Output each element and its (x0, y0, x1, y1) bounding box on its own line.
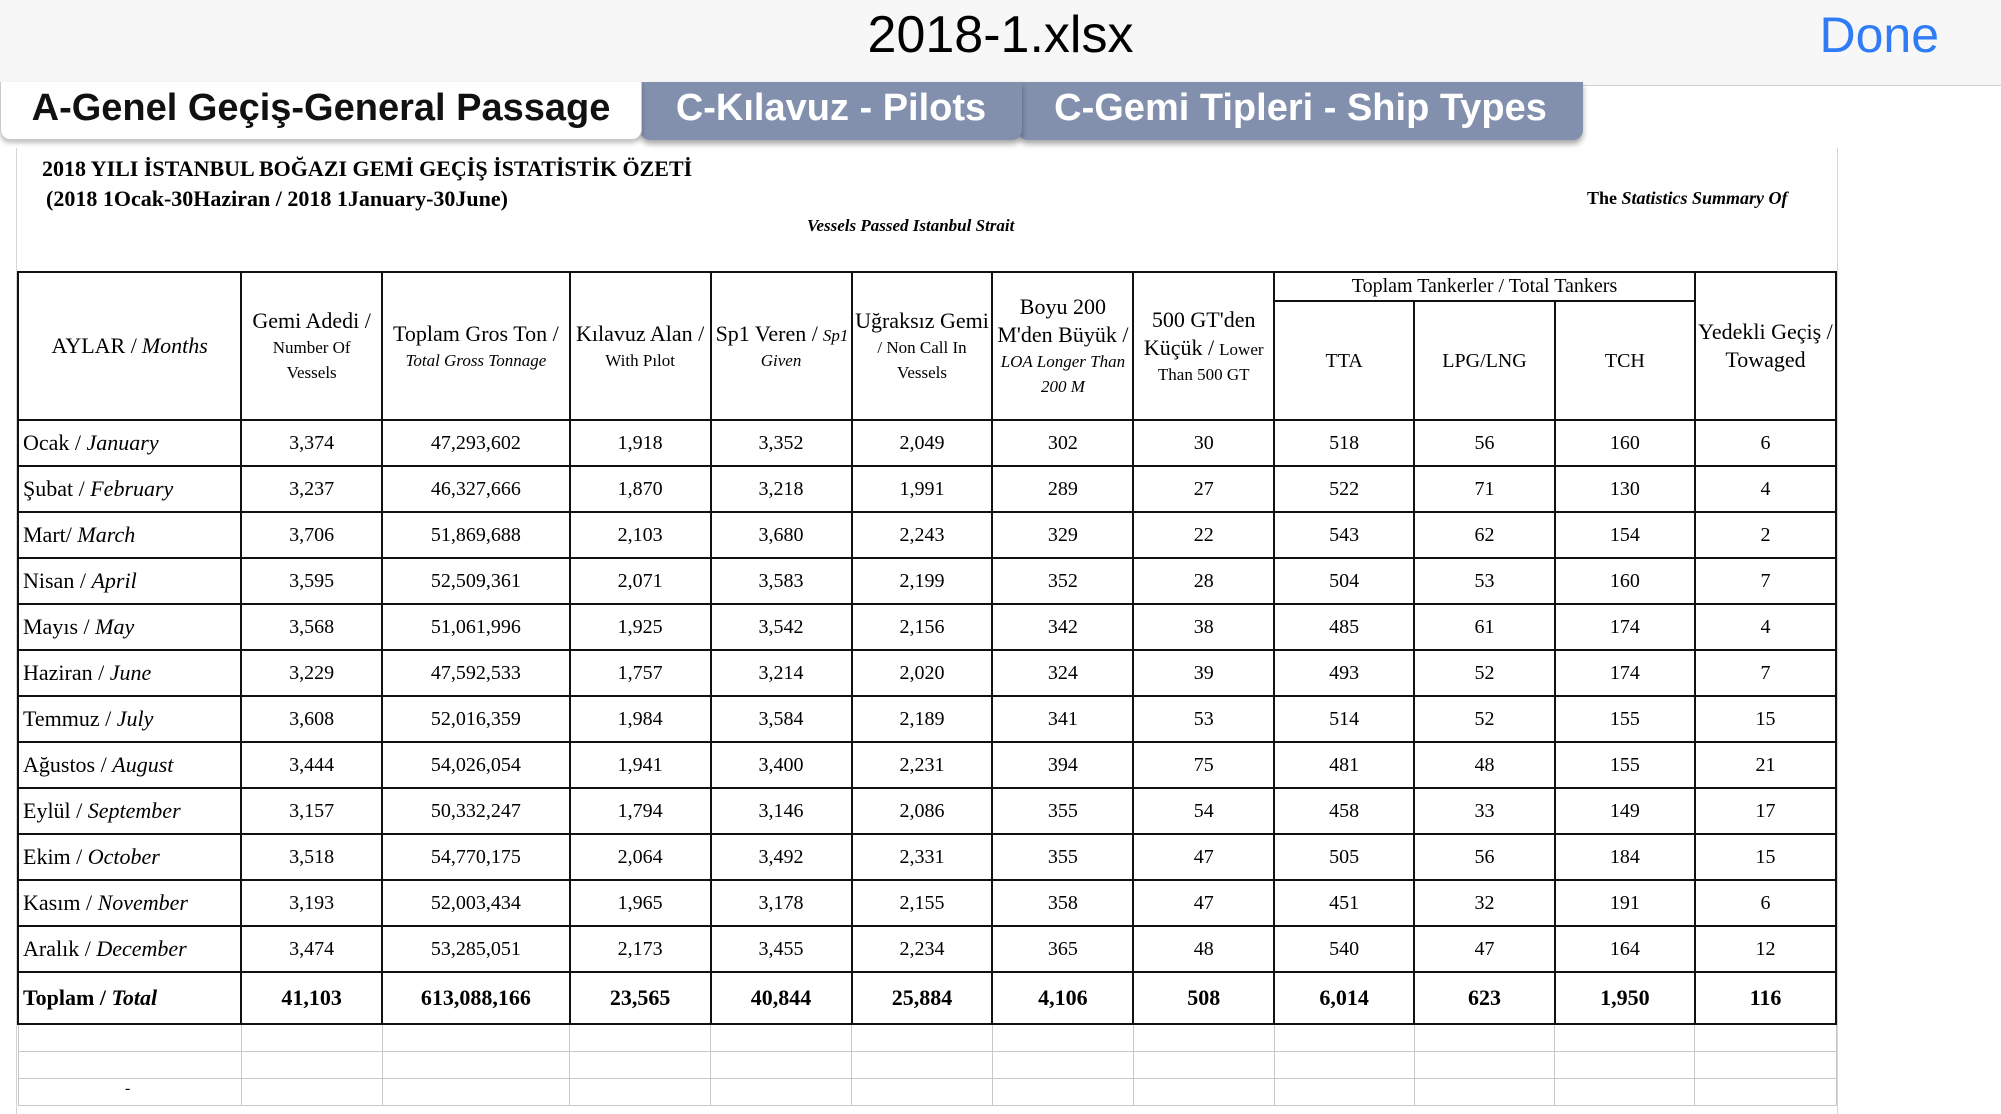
table-cell[interactable]: 154 (1555, 512, 1695, 558)
table-cell[interactable]: 1,757 (570, 650, 711, 696)
table-cell[interactable]: 2 (1695, 512, 1836, 558)
table-cell[interactable]: 481 (1274, 742, 1414, 788)
table-cell[interactable]: 302 (992, 420, 1133, 466)
table-cell[interactable]: 358 (992, 880, 1133, 926)
table-cell[interactable]: 191 (1555, 880, 1695, 926)
table-cell[interactable]: 7 (1695, 558, 1836, 604)
table-cell[interactable]: 458 (1274, 788, 1414, 834)
header-row-1 (18, 272, 1836, 301)
table-cell[interactable]: 53 (1414, 558, 1555, 604)
table-cell[interactable]: 47 (1133, 834, 1274, 880)
total-cell[interactable]: 613,088,166 (382, 972, 570, 1024)
total-cell[interactable]: 6,014 (1274, 972, 1414, 1024)
table-cell[interactable]: 3,455 (711, 926, 852, 972)
table-cell[interactable]: 4 (1695, 466, 1836, 512)
table-cell[interactable]: 543 (1274, 512, 1414, 558)
total-cell[interactable]: 41,103 (241, 972, 382, 1024)
table-row (18, 926, 1836, 972)
header-vessels[interactable]: Gemi Adedi / Number Of Vessels (241, 272, 382, 420)
table-cell[interactable]: 504 (1274, 558, 1414, 604)
table-cell[interactable]: 7 (1695, 650, 1836, 696)
table-cell[interactable]: 164 (1555, 926, 1695, 972)
table-cell[interactable]: 2,243 (852, 512, 993, 558)
table-cell[interactable]: 3,595 (241, 558, 382, 604)
table-cell[interactable]: 3,214 (711, 650, 852, 696)
month-cell[interactable]: Mayıs / May (18, 604, 241, 650)
table-cell[interactable]: 2,155 (852, 880, 993, 926)
table-cell[interactable]: 2,156 (852, 604, 993, 650)
table-cell[interactable]: 51,869,688 (382, 512, 570, 558)
table-cell[interactable]: 56 (1414, 420, 1555, 466)
table-cell[interactable]: 3,146 (711, 788, 852, 834)
table-cell[interactable]: 1,794 (570, 788, 711, 834)
table-cell[interactable]: 54,026,054 (382, 742, 570, 788)
table-cell[interactable]: 21 (1695, 742, 1836, 788)
table-cell[interactable]: 3,542 (711, 604, 852, 650)
header-sp1-given[interactable]: Sp1 Veren / Sp1 Given (711, 272, 852, 420)
total-cell[interactable]: 23,565 (570, 972, 711, 1024)
table-cell[interactable]: 48 (1414, 742, 1555, 788)
table-cell[interactable]: 50,332,247 (382, 788, 570, 834)
table-body (18, 420, 1836, 972)
month-cell[interactable]: Kasım / November (18, 880, 241, 926)
table-cell[interactable]: 149 (1555, 788, 1695, 834)
table-cell[interactable]: 1,870 (570, 466, 711, 512)
header-under-500gt[interactable]: 500 GT'den Küçük / Lower Than 500 GT (1133, 272, 1274, 420)
table-cell[interactable]: 2,199 (852, 558, 993, 604)
table-cell[interactable]: 52 (1414, 650, 1555, 696)
table-cell[interactable]: 3,518 (241, 834, 382, 880)
spreadsheet-area[interactable] (16, 148, 1838, 1114)
table-cell[interactable]: 155 (1555, 696, 1695, 742)
table-cell[interactable]: 160 (1555, 558, 1695, 604)
table-cell[interactable]: 2,071 (570, 558, 711, 604)
table-row (18, 834, 1836, 880)
table-row (18, 650, 1836, 696)
table-cell[interactable]: 71 (1414, 466, 1555, 512)
total-label[interactable]: Toplam / Total (18, 972, 241, 1024)
table-cell[interactable]: 2,086 (852, 788, 993, 834)
table-cell[interactable]: 15 (1695, 834, 1836, 880)
table-cell[interactable]: 2,234 (852, 926, 993, 972)
table-cell[interactable]: 32 (1414, 880, 1555, 926)
table-cell[interactable]: 2,173 (570, 926, 711, 972)
month-cell[interactable]: Haziran / June (18, 650, 241, 696)
month-cell[interactable]: Şubat / February (18, 466, 241, 512)
table-cell[interactable]: 1,984 (570, 696, 711, 742)
table-cell[interactable]: 352 (992, 558, 1133, 604)
table-cell[interactable]: 3,583 (711, 558, 852, 604)
table-cell[interactable]: 3,218 (711, 466, 852, 512)
table-cell[interactable]: 3,706 (241, 512, 382, 558)
table-cell[interactable]: 289 (992, 466, 1133, 512)
table-cell[interactable]: 394 (992, 742, 1133, 788)
month-cell[interactable]: Ağustos / August (18, 742, 241, 788)
table-cell[interactable]: 30 (1133, 420, 1274, 466)
table-cell[interactable]: 2,049 (852, 420, 993, 466)
table-row (18, 420, 1836, 466)
total-cell[interactable]: 1,950 (1555, 972, 1695, 1024)
header-gross-tonnage[interactable]: Toplam Gros Ton / Total Gross Tonnage (382, 272, 570, 420)
table-cell[interactable]: 522 (1274, 466, 1414, 512)
table-cell[interactable]: 518 (1274, 420, 1414, 466)
vessels-note: Vessels Passed Istanbul Strait (807, 216, 1015, 235)
table-cell[interactable]: 1,941 (570, 742, 711, 788)
tab-pilots[interactable]: C-Kılavuz - Pilots (640, 82, 1022, 140)
summary-note (1587, 188, 1788, 209)
table-cell[interactable]: 3,680 (711, 512, 852, 558)
table-cell[interactable]: 3,352 (711, 420, 852, 466)
table-cell[interactable]: 17 (1695, 788, 1836, 834)
table-cell[interactable]: 56 (1414, 834, 1555, 880)
table-cell[interactable]: 48 (1133, 926, 1274, 972)
tab-ship-types[interactable]: C-Gemi Tipleri - Ship Types (1018, 82, 1583, 140)
header-months[interactable]: AYLAR / Months (18, 272, 241, 420)
header-tch[interactable]: TCH (1555, 301, 1695, 420)
table-cell[interactable]: 3,568 (241, 604, 382, 650)
total-cell[interactable]: 623 (1414, 972, 1555, 1024)
month-cell[interactable]: Ocak / January (18, 420, 241, 466)
table-cell[interactable]: 6 (1695, 880, 1836, 926)
summary-note-italic: Statistics Summary Of (1621, 188, 1788, 208)
table-cell[interactable]: 39 (1133, 650, 1274, 696)
table-cell[interactable]: 47,592,533 (382, 650, 570, 696)
table-cell[interactable]: 355 (992, 788, 1133, 834)
table-row (18, 466, 1836, 512)
table-cell[interactable]: 342 (992, 604, 1133, 650)
total-cell[interactable]: 40,844 (711, 972, 852, 1024)
table-cell[interactable]: 2,020 (852, 650, 993, 696)
table-row (18, 558, 1836, 604)
sheet-tabs (0, 82, 1600, 144)
table-cell[interactable]: 493 (1274, 650, 1414, 696)
month-cell[interactable]: Temmuz / July (18, 696, 241, 742)
table-cell[interactable]: 52,016,359 (382, 696, 570, 742)
table-cell[interactable]: 28 (1133, 558, 1274, 604)
table-cell[interactable]: 130 (1555, 466, 1695, 512)
table-cell[interactable]: 6 (1695, 420, 1836, 466)
table-cell[interactable]: 3,608 (241, 696, 382, 742)
table-cell[interactable]: 22 (1133, 512, 1274, 558)
table-cell[interactable]: 1,991 (852, 466, 993, 512)
table-cell[interactable]: 3,157 (241, 788, 382, 834)
table-cell[interactable]: 3,229 (241, 650, 382, 696)
table-cell[interactable]: 2,064 (570, 834, 711, 880)
table-cell[interactable]: 12 (1695, 926, 1836, 972)
done-button[interactable]: Done (1819, 7, 1939, 63)
table-row (18, 604, 1836, 650)
table-cell[interactable]: 355 (992, 834, 1133, 880)
total-cell[interactable]: 25,884 (852, 972, 993, 1024)
table-cell[interactable]: 51,061,996 (382, 604, 570, 650)
header-loa[interactable]: Boyu 200 M'den Büyük / LOA Longer Than 200 M (992, 272, 1133, 420)
sheet-subtitle: (2018 1Ocak-30Haziran / 2018 1January-30June) (46, 186, 508, 211)
tab-general-passage[interactable]: A-Genel Geçiş-General Passage (0, 82, 642, 140)
table-cell[interactable]: 54 (1133, 788, 1274, 834)
month-cell[interactable]: Aralık / December (18, 926, 241, 972)
table-cell[interactable]: 1,918 (570, 420, 711, 466)
table-cell[interactable]: 155 (1555, 742, 1695, 788)
header-with-pilot[interactable]: Kılavuz Alan / With Pılot (570, 272, 711, 420)
table-cell[interactable]: 1,965 (570, 880, 711, 926)
table-cell[interactable]: 61 (1414, 604, 1555, 650)
table-cell[interactable]: 3,584 (711, 696, 852, 742)
table-cell[interactable]: 52,003,434 (382, 880, 570, 926)
total-row (18, 972, 1836, 1024)
table-row (18, 696, 1836, 742)
table-cell[interactable]: 4 (1695, 604, 1836, 650)
table-row (18, 880, 1836, 926)
table-cell[interactable]: 2,231 (852, 742, 993, 788)
table-cell[interactable]: 3,492 (711, 834, 852, 880)
month-cell[interactable]: Nisan / April (18, 558, 241, 604)
table-cell[interactable]: 505 (1274, 834, 1414, 880)
table-cell[interactable]: 52 (1414, 696, 1555, 742)
total-cell[interactable]: 4,106 (992, 972, 1133, 1024)
sheet-title: 2018 YILI İSTANBUL BOĞAZI GEMİ GEÇİŞ İSTATİSTİK ÖZETİ (42, 156, 693, 181)
cell-dash: - (125, 1080, 131, 1097)
table-cell[interactable]: 540 (1274, 926, 1414, 972)
total-cell[interactable]: 508 (1133, 972, 1274, 1024)
table-cell[interactable]: 160 (1555, 420, 1695, 466)
header-total-tankers[interactable]: Toplam Tankerler / Total Tankers (1274, 272, 1695, 301)
empty-rows (18, 1024, 1836, 1106)
table-row (18, 512, 1836, 558)
table-cell[interactable]: 324 (992, 650, 1133, 696)
table-cell[interactable]: 2,189 (852, 696, 993, 742)
table-cell[interactable]: 3,193 (241, 880, 382, 926)
table-cell[interactable]: 15 (1695, 696, 1836, 742)
statistics-table (17, 271, 1837, 1106)
month-cell[interactable]: Ekim / October (18, 834, 241, 880)
month-cell[interactable]: Eylül / September (18, 788, 241, 834)
table-cell[interactable]: 33 (1414, 788, 1555, 834)
header-lpg-lng[interactable]: LPG/LNG (1414, 301, 1555, 420)
table-cell[interactable]: 329 (992, 512, 1133, 558)
table-cell[interactable]: 1,925 (570, 604, 711, 650)
summary-note-prefix: The (1587, 188, 1618, 208)
table-cell[interactable]: 27 (1133, 466, 1274, 512)
table-cell[interactable]: 53 (1133, 696, 1274, 742)
table-cell[interactable]: 3,237 (241, 466, 382, 512)
table-cell[interactable]: 3,400 (711, 742, 852, 788)
table-cell[interactable]: 514 (1274, 696, 1414, 742)
table-cell[interactable]: 47,293,602 (382, 420, 570, 466)
table-cell[interactable]: 52,509,361 (382, 558, 570, 604)
document-title: 2018-1.xlsx (867, 6, 1134, 64)
table-cell[interactable]: 341 (992, 696, 1133, 742)
table-cell[interactable]: 485 (1274, 604, 1414, 650)
table-cell[interactable]: 62 (1414, 512, 1555, 558)
table-cell[interactable]: 47 (1414, 926, 1555, 972)
table-cell[interactable]: 3,444 (241, 742, 382, 788)
header-non-call[interactable]: Uğraksız Gemi / Non Call In Vessels (852, 272, 993, 420)
table-cell[interactable]: 3,178 (711, 880, 852, 926)
table-cell[interactable]: 365 (992, 926, 1133, 972)
total-cell[interactable]: 116 (1695, 972, 1836, 1024)
navigation-bar (0, 0, 2001, 86)
month-cell[interactable]: Mart/ March (18, 512, 241, 558)
table-cell[interactable]: 2,103 (570, 512, 711, 558)
table-cell[interactable]: 46,327,666 (382, 466, 570, 512)
header-tta[interactable]: TTA (1274, 301, 1414, 420)
table-cell[interactable]: 38 (1133, 604, 1274, 650)
table-cell[interactable]: 53,285,051 (382, 926, 570, 972)
header-towaged[interactable]: Yedekli Geçiş / Towaged (1695, 272, 1836, 420)
table-cell[interactable]: 451 (1274, 880, 1414, 926)
table-cell[interactable]: 3,474 (241, 926, 382, 972)
table-cell[interactable]: 54,770,175 (382, 834, 570, 880)
table-cell[interactable]: 174 (1555, 604, 1695, 650)
table-cell[interactable]: 184 (1555, 834, 1695, 880)
table-cell[interactable]: 2,331 (852, 834, 993, 880)
table-row (18, 788, 1836, 834)
table-row (18, 742, 1836, 788)
table-cell[interactable]: 174 (1555, 650, 1695, 696)
table-cell[interactable]: 3,374 (241, 420, 382, 466)
table-cell[interactable]: 75 (1133, 742, 1274, 788)
table-cell[interactable]: 47 (1133, 880, 1274, 926)
